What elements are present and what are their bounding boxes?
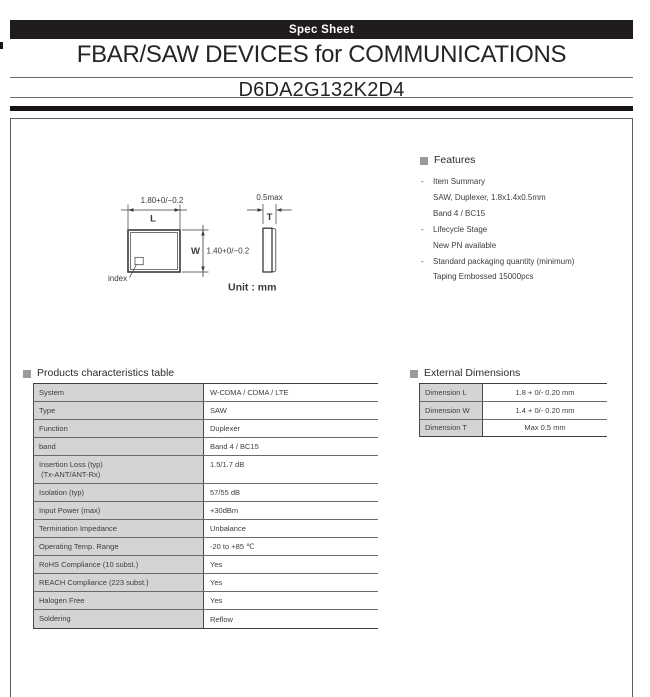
row-label-line: Operating Temp. Range	[39, 541, 119, 551]
index-label: index	[108, 274, 128, 283]
row-value: Reflow	[210, 614, 233, 624]
square-bullet-icon	[410, 370, 418, 378]
dimension-label: Dimension L	[420, 384, 483, 401]
features-heading-label: Features	[434, 154, 476, 166]
dimension-row	[419, 384, 607, 402]
row-value: W-CDMA / CDMA / LTE	[210, 388, 289, 397]
page-title: FBAR/SAW DEVICES for COMMUNICATIONS	[76, 41, 567, 68]
row-label-line: Halogen Free	[39, 595, 85, 605]
row-label-line: Isolation (typ)	[39, 487, 85, 497]
dim-thickness-value: 0.5max	[256, 193, 283, 202]
row-label	[34, 520, 204, 537]
features-heading	[415, 154, 637, 167]
features-list	[415, 174, 637, 285]
row-label	[34, 420, 204, 437]
features-section	[415, 154, 637, 285]
row-label	[34, 556, 204, 573]
row-value: -20 to +85 ℃	[210, 542, 255, 551]
external-dimensions-heading-label: External Dimensions	[424, 367, 521, 379]
dim-width-label: W	[191, 245, 200, 257]
square-bullet-icon	[420, 157, 428, 165]
row-label	[34, 592, 204, 609]
package-drawing	[100, 185, 300, 297]
feature-item-detail: New PN available	[433, 240, 497, 250]
row-value: Duplexer	[210, 424, 241, 433]
table-row	[33, 402, 378, 420]
row-value: Yes	[210, 596, 223, 605]
divider-line	[10, 77, 633, 78]
row-label-line: Type	[39, 405, 56, 415]
row-label-line: Function	[39, 423, 68, 433]
row-value: 1.5/1.7 dB	[210, 460, 245, 469]
table-row	[33, 438, 378, 456]
row-label	[34, 384, 204, 401]
characteristics-table	[33, 383, 378, 629]
feature-item-label: Standard packaging quantity (minimum)	[433, 256, 575, 266]
feature-item	[415, 174, 637, 190]
row-label-line: Insertion Loss (typ)	[39, 460, 103, 469]
table-row	[33, 420, 378, 438]
dash-bullet: -	[421, 256, 424, 266]
feature-item-detail: Taping Embossed 15000pcs	[433, 272, 534, 282]
dim-thickness-label: T	[266, 212, 273, 223]
row-label	[34, 438, 204, 455]
feature-item-label: Lifecycle Stage	[433, 224, 488, 234]
feature-item-detail: SAW, Duplexer, 1.8x1.4x0.5mm	[433, 192, 546, 202]
row-label-line: Soldering	[39, 614, 71, 624]
feature-item	[415, 254, 637, 270]
divider-line	[10, 97, 633, 98]
external-dimensions-heading	[410, 367, 520, 380]
row-label-line: Termination Impedance	[39, 523, 117, 533]
table-row	[33, 520, 378, 538]
dimension-value: 1.4 + 0/- 0.20 mm	[515, 405, 575, 415]
dimension-row	[419, 402, 607, 420]
dimension-value: Max 0.5 mm	[524, 423, 566, 433]
row-value: 57/55 dB	[210, 488, 241, 497]
row-label	[34, 574, 204, 591]
unit-label: Unit : mm	[228, 281, 277, 294]
index-mark	[135, 257, 143, 264]
package-side-view	[263, 228, 272, 272]
dim-length-value: 1.80+0/−0.2	[140, 196, 184, 205]
external-dimensions-table	[419, 383, 607, 437]
dimension-label: Dimension T	[420, 420, 483, 437]
square-bullet-icon	[23, 370, 31, 378]
dash-bullet: -	[421, 177, 424, 186]
row-value: Yes	[210, 578, 223, 587]
feature-item	[415, 222, 637, 238]
table-row	[33, 502, 378, 520]
row-label-line: (Tx-ANT/ANT-Rx)	[39, 469, 101, 479]
row-value: SAW	[210, 406, 227, 415]
table-row	[33, 556, 378, 574]
characteristics-heading	[23, 367, 174, 380]
row-label	[34, 502, 204, 519]
row-label-line: RoHS Compliance (10 subst.)	[39, 559, 139, 569]
dim-width-value: 1.40+0/−0.2	[206, 246, 250, 256]
table-row	[33, 384, 378, 402]
row-label-line: Input Power (max)	[39, 505, 101, 515]
row-value: Yes	[210, 560, 223, 569]
row-value: +30dBm	[210, 506, 239, 515]
table-row	[33, 574, 378, 592]
row-label	[34, 610, 204, 628]
feature-item-label: Item Summary	[433, 177, 486, 186]
row-value: Band 4 / BC15	[210, 442, 259, 451]
table-row	[33, 592, 378, 610]
row-label	[34, 402, 204, 419]
table-row	[33, 538, 378, 556]
row-label-line: System	[39, 387, 65, 397]
part-number: D6DA2G132K2D4	[238, 79, 405, 101]
feature-item-detail: Band 4 / BC15	[433, 208, 486, 218]
table-row	[33, 484, 378, 502]
row-label	[34, 484, 204, 501]
dimension-row	[419, 420, 607, 438]
characteristics-heading-label: Products characteristics table	[37, 367, 175, 379]
dim-length-label: L	[150, 213, 156, 225]
row-label	[34, 456, 204, 483]
dimension-value: 1.8 + 0/- 0.20 mm	[515, 387, 575, 397]
dash-bullet: -	[421, 224, 424, 234]
row-label	[34, 538, 204, 555]
table-row	[33, 456, 378, 484]
table-row	[33, 610, 378, 629]
row-label-line: band	[39, 441, 56, 451]
dimension-label: Dimension W	[420, 402, 483, 419]
row-value: Unbalance	[210, 524, 246, 533]
thick-divider-line	[10, 106, 633, 111]
banner	[10, 20, 633, 39]
scan-artifact	[0, 42, 3, 49]
banner-label: Spec Sheet	[289, 23, 354, 36]
row-label-line: REACH Compliance (223 subst.)	[39, 577, 149, 587]
